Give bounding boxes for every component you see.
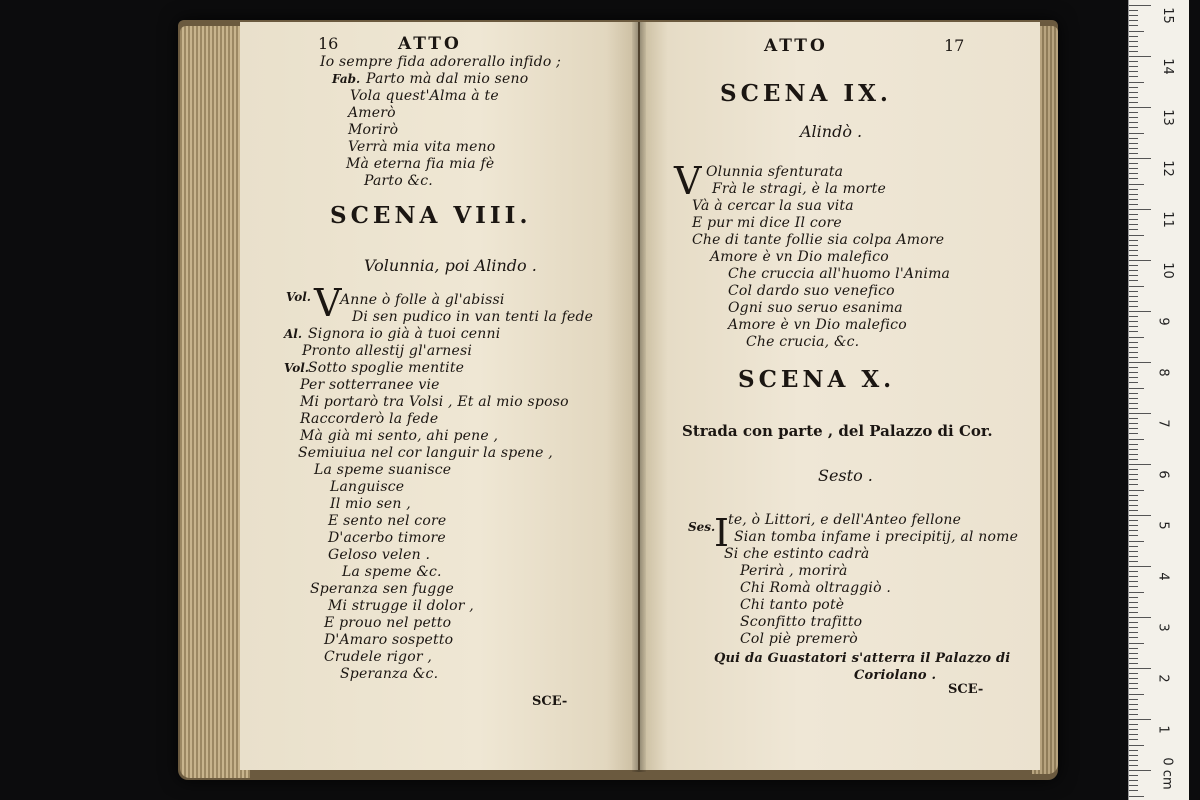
ruler-tick [1129, 495, 1138, 496]
ruler-label: 12 [1159, 160, 1175, 177]
ruler-tick [1129, 403, 1138, 404]
ruler-tick [1129, 709, 1138, 710]
ruler-tick [1129, 275, 1138, 276]
ruler-label: 0 cm [1159, 757, 1175, 790]
page-number: 17 [944, 36, 965, 55]
text-line: Frà le stragi, è la morte [712, 181, 886, 197]
ruler-tick [1129, 541, 1144, 542]
speaker-label: Al. [284, 327, 303, 341]
text-line: Geloso velen . [328, 547, 431, 563]
text-line: Và à cercar la sua vita [692, 198, 854, 214]
ruler-tick [1129, 576, 1138, 577]
ruler-tick [1129, 270, 1138, 271]
ruler-tick [1129, 255, 1138, 256]
ruler-label: 9 [1155, 317, 1171, 326]
text-line: La speme &c. [342, 564, 442, 580]
text-line: Speranza sen fugge [310, 581, 455, 597]
ruler-tick [1129, 607, 1138, 608]
ruler-tick [1129, 117, 1138, 118]
stage-direction: Qui da Guastatori s'atterra il Palazzo di [714, 651, 1011, 666]
ruler-label: 5 [1155, 521, 1171, 530]
ruler-tick [1129, 479, 1138, 480]
text-line: te, ò Littori, e dell'Anteo fellone [728, 512, 962, 528]
running-head: ATTO [398, 34, 462, 54]
speaker-label: Ses. [688, 520, 716, 534]
ruler-tick [1129, 510, 1138, 511]
text-line: Per sotterranee vie [300, 377, 440, 393]
text-line: Raccorderò la fede [300, 411, 439, 427]
ruler-tick [1129, 484, 1138, 485]
ruler-tick [1129, 694, 1144, 695]
ruler-tick [1129, 321, 1138, 322]
ruler-tick [1129, 92, 1138, 93]
ruler-tick [1129, 143, 1138, 144]
ruler-tick [1129, 760, 1138, 761]
ruler-tick [1129, 82, 1144, 83]
scene-heading: SCENA X. [738, 366, 896, 393]
ruler-tick [1129, 357, 1138, 358]
ruler-tick [1129, 459, 1138, 460]
ruler-label: 11 [1159, 211, 1175, 228]
ruler-tick [1129, 260, 1151, 261]
ruler-tick [1129, 51, 1138, 52]
ruler-tick [1129, 326, 1138, 327]
text-line: Sotto spoglie mentite [308, 360, 465, 376]
ruler-tick [1129, 423, 1138, 424]
text-line: Mà eterna fia mia fè [346, 156, 495, 172]
text-line: Parto mà dal mio seno [366, 71, 529, 87]
ruler-tick [1129, 377, 1138, 378]
ruler-tick [1129, 535, 1138, 536]
ruler-tick [1129, 342, 1138, 343]
ruler-tick [1129, 699, 1138, 700]
right-page [640, 22, 1040, 770]
speaker-label: Vol. [286, 290, 311, 304]
ruler-tick [1129, 454, 1138, 455]
ruler-tick [1129, 122, 1138, 123]
text-line: Mà già mi sento, ahi pene , [300, 428, 499, 444]
ruler-tick [1129, 250, 1138, 251]
ruler-tick [1129, 347, 1138, 348]
ruler-tick [1129, 112, 1138, 113]
ruler-label: 1 [1155, 725, 1171, 734]
ruler-label: 15 [1159, 7, 1175, 24]
ruler-tick [1129, 204, 1138, 205]
ruler-tick [1129, 20, 1138, 21]
ruler-tick [1129, 372, 1138, 373]
text-line: Languisce [330, 479, 405, 495]
ruler-tick [1129, 739, 1138, 740]
text-line: La speme suanisce [314, 462, 452, 478]
ruler-label: 3 [1155, 623, 1171, 632]
ruler-tick [1129, 612, 1138, 613]
ruler-tick [1129, 714, 1138, 715]
scene-subtitle: Sesto . [818, 466, 873, 485]
ruler-tick [1129, 408, 1138, 409]
ruler-tick [1129, 505, 1138, 506]
ruler-tick [1129, 36, 1138, 37]
ruler-tick [1129, 556, 1138, 557]
text-line: Vola quest'Alma à te [350, 88, 499, 104]
ruler-tick [1129, 25, 1138, 26]
text-line: Che di tante follie sia colpa Amore [692, 232, 945, 248]
ruler-label: 13 [1159, 109, 1175, 126]
ruler-tick [1129, 439, 1144, 440]
drop-cap: V [314, 281, 342, 325]
running-head: ATTO [764, 36, 828, 56]
text-line: Sconfitto trafitto [740, 614, 863, 630]
ruler-tick [1129, 734, 1138, 735]
ruler-tick [1129, 229, 1138, 230]
text-line: Sian tomba infame i precipitij, al nome [734, 529, 1019, 545]
ruler-tick [1129, 648, 1138, 649]
speaker-label: Fab. [332, 72, 361, 86]
ruler-tick [1129, 316, 1138, 317]
ruler-tick [1129, 704, 1138, 705]
ruler-tick [1129, 10, 1138, 11]
ruler-tick [1129, 643, 1144, 644]
ruler-tick [1129, 796, 1144, 797]
ruler-tick [1129, 219, 1138, 220]
ruler-tick [1129, 393, 1138, 394]
ruler-tick [1129, 184, 1144, 185]
text-line: Col dardo suo venefico [728, 283, 895, 299]
ruler-tick [1129, 418, 1138, 419]
ruler-tick [1129, 163, 1138, 164]
text-line: Il mio sen , [330, 496, 411, 512]
ruler-tick [1129, 413, 1151, 414]
text-line: D'Amaro sospetto [324, 632, 454, 648]
ruler-tick [1129, 490, 1144, 491]
ruler-tick [1129, 520, 1138, 521]
ruler-tick [1129, 474, 1138, 475]
ruler-tick [1129, 133, 1144, 134]
ruler-tick [1129, 173, 1138, 174]
ruler-tick [1129, 678, 1138, 679]
text-line: E prouo nel petto [324, 615, 452, 631]
ruler-tick [1129, 617, 1151, 618]
text-line: Perirà , morirà [740, 563, 848, 579]
text-line: Mi portarò tra Volsi , Et al mio sposo [300, 394, 569, 410]
text-line: Si che estinto cadrà [724, 546, 870, 562]
ruler-label: 4 [1155, 572, 1171, 581]
ruler-tick [1129, 41, 1138, 42]
text-line: Speranza &c. [340, 666, 439, 682]
ruler-tick [1129, 433, 1138, 434]
text-line: Di sen pudico in van tenti la fede [352, 309, 594, 325]
text-line: Pronto allestij gl'arnesi [302, 343, 473, 359]
ruler-tick [1129, 444, 1138, 445]
ruler-tick [1129, 168, 1138, 169]
ruler-tick [1129, 586, 1138, 587]
ruler-tick [1129, 301, 1138, 302]
text-line: Chi tanto potè [740, 597, 845, 613]
ruler-tick [1129, 683, 1138, 684]
text-line: Signora io già à tuoi cenni [308, 326, 501, 342]
text-line: Che crucia, &c. [746, 334, 860, 350]
ruler-tick [1129, 337, 1144, 338]
ruler-tick [1129, 367, 1138, 368]
ruler-tick [1129, 653, 1138, 654]
text-line: Crudele rigor , [324, 649, 433, 665]
left-page [240, 22, 638, 770]
page-number: 16 [318, 34, 339, 53]
ruler-tick [1129, 637, 1138, 638]
ruler-tick [1129, 148, 1138, 149]
text-line: D'acerbo timore [328, 530, 446, 546]
text-line: E sento nel core [328, 513, 447, 529]
ruler-tick [1129, 581, 1138, 582]
drop-cap: V [674, 159, 702, 203]
ruler-tick [1129, 790, 1138, 791]
ruler-tick [1129, 551, 1138, 552]
scene-subtitle: Alindò . [800, 122, 863, 141]
ruler-tick [1129, 209, 1151, 210]
ruler-tick [1129, 76, 1138, 77]
ruler-label: 14 [1159, 58, 1175, 75]
ruler-tick [1129, 765, 1138, 766]
ruler-tick [1129, 153, 1138, 154]
ruler-tick [1129, 291, 1138, 292]
catchword: SCE- [948, 682, 984, 697]
ruler-tick [1129, 632, 1138, 633]
ruler-tick [1129, 627, 1138, 628]
ruler-tick [1129, 622, 1138, 623]
ruler-tick [1129, 571, 1138, 572]
ruler-tick [1129, 745, 1144, 746]
ruler-tick [1129, 464, 1151, 465]
ruler-tick [1129, 265, 1138, 266]
text-line: Ogni suo seruo esanima [728, 300, 903, 316]
ruler-tick [1129, 5, 1151, 6]
ruler-tick [1129, 469, 1138, 470]
ruler-label: 7 [1155, 419, 1171, 428]
ruler-tick [1129, 750, 1138, 751]
text-line: Che cruccia all'huomo l'Anima [728, 266, 951, 282]
text-line: Morirò [348, 122, 399, 138]
ruler-tick [1129, 280, 1138, 281]
stage-direction: Coriolano . [854, 668, 937, 683]
ruler-tick [1129, 530, 1138, 531]
ruler-tick [1129, 729, 1138, 730]
ruler-tick [1129, 127, 1138, 128]
ruler-tick [1129, 388, 1144, 389]
text-line: E pur mi dice Il core [692, 215, 842, 231]
text-line: Chi Romà oltraggiò . [740, 580, 891, 596]
ruler-tick [1129, 66, 1138, 67]
ruler-tick [1129, 449, 1138, 450]
ruler-tick [1129, 15, 1138, 16]
ruler-tick [1129, 561, 1138, 562]
ruler-tick [1129, 785, 1138, 786]
ruler-tick [1129, 189, 1138, 190]
text-line: Amore è vn Dio malefico [710, 249, 889, 265]
text-line: Anne ò folle à gl'abissi [340, 292, 505, 308]
ruler-tick [1129, 780, 1138, 781]
text-line: Amerò [348, 105, 396, 121]
text-line: Parto &c. [364, 173, 433, 189]
ruler-tick [1129, 296, 1138, 297]
ruler-tick [1129, 97, 1138, 98]
ruler-label: 8 [1155, 368, 1171, 377]
ruler-tick [1129, 602, 1138, 603]
ruler-tick [1129, 592, 1144, 593]
scene-heading: SCENA IX. [720, 80, 892, 107]
scene-subtitle: Volunnia, poi Alindo . [364, 256, 537, 275]
ruler-tick [1129, 597, 1138, 598]
ruler-label: 2 [1155, 674, 1171, 683]
ruler-label: 10 [1159, 262, 1175, 279]
ruler-tick [1129, 719, 1151, 720]
ruler-tick [1129, 214, 1138, 215]
ruler-tick [1129, 428, 1138, 429]
text-line: Verrà mia vita meno [348, 139, 496, 155]
ruler-tick [1129, 515, 1151, 516]
ruler-tick [1129, 286, 1144, 287]
drop-cap: I [714, 511, 730, 555]
ruler-tick [1129, 158, 1151, 159]
scene-heading: SCENA VIII. [330, 202, 532, 229]
book-gutter [632, 22, 646, 772]
ruler-tick [1129, 107, 1151, 108]
text-line: Mi strugge il dolor , [328, 598, 474, 614]
ruler-tick [1129, 658, 1138, 659]
ruler-tick [1129, 87, 1138, 88]
ruler-tick [1129, 663, 1138, 664]
ruler-tick [1129, 199, 1138, 200]
ruler-tick [1129, 362, 1151, 363]
ruler-tick [1129, 500, 1138, 501]
ruler-tick [1129, 775, 1138, 776]
ruler-tick [1129, 688, 1138, 689]
ruler-tick [1129, 770, 1151, 771]
ruler-tick [1129, 306, 1138, 307]
scene-setting: Strada con parte , del Palazzo di Cor. [682, 422, 993, 440]
ruler-tick [1129, 61, 1138, 62]
ruler-tick [1129, 138, 1138, 139]
measurement-ruler [1128, 0, 1189, 800]
ruler-tick [1129, 245, 1138, 246]
catchword: SCE- [532, 694, 568, 709]
ruler-label: 6 [1155, 470, 1171, 479]
ruler-tick [1129, 668, 1151, 669]
ruler-tick [1129, 194, 1138, 195]
ruler-tick [1129, 673, 1138, 674]
speaker-label: Vol. [284, 361, 309, 375]
ruler-tick [1129, 71, 1138, 72]
ruler-tick [1129, 31, 1144, 32]
text-line: Olunnia sfenturata [706, 164, 844, 180]
text-line: Amore è vn Dio malefico [728, 317, 907, 333]
ruler-tick [1129, 755, 1138, 756]
text-line: Col piè premerò [740, 631, 858, 647]
ruler-tick [1129, 102, 1138, 103]
ruler-tick [1129, 382, 1138, 383]
ruler-tick [1129, 546, 1138, 547]
ruler-tick [1129, 178, 1138, 179]
ruler-tick [1129, 398, 1138, 399]
ruler-tick [1129, 224, 1138, 225]
text-line: Io sempre fida adorerallo infido ; [320, 54, 562, 70]
ruler-tick [1129, 311, 1151, 312]
ruler-tick [1129, 46, 1138, 47]
ruler-tick [1129, 352, 1138, 353]
ruler-tick [1129, 331, 1138, 332]
ruler-tick [1129, 566, 1151, 567]
ruler-tick [1129, 240, 1138, 241]
text-line: Semiuiua nel cor languir la spene , [298, 445, 553, 461]
ruler-tick [1129, 724, 1138, 725]
ruler-tick [1129, 525, 1138, 526]
ruler-tick [1129, 56, 1151, 57]
ruler-tick [1129, 235, 1144, 236]
